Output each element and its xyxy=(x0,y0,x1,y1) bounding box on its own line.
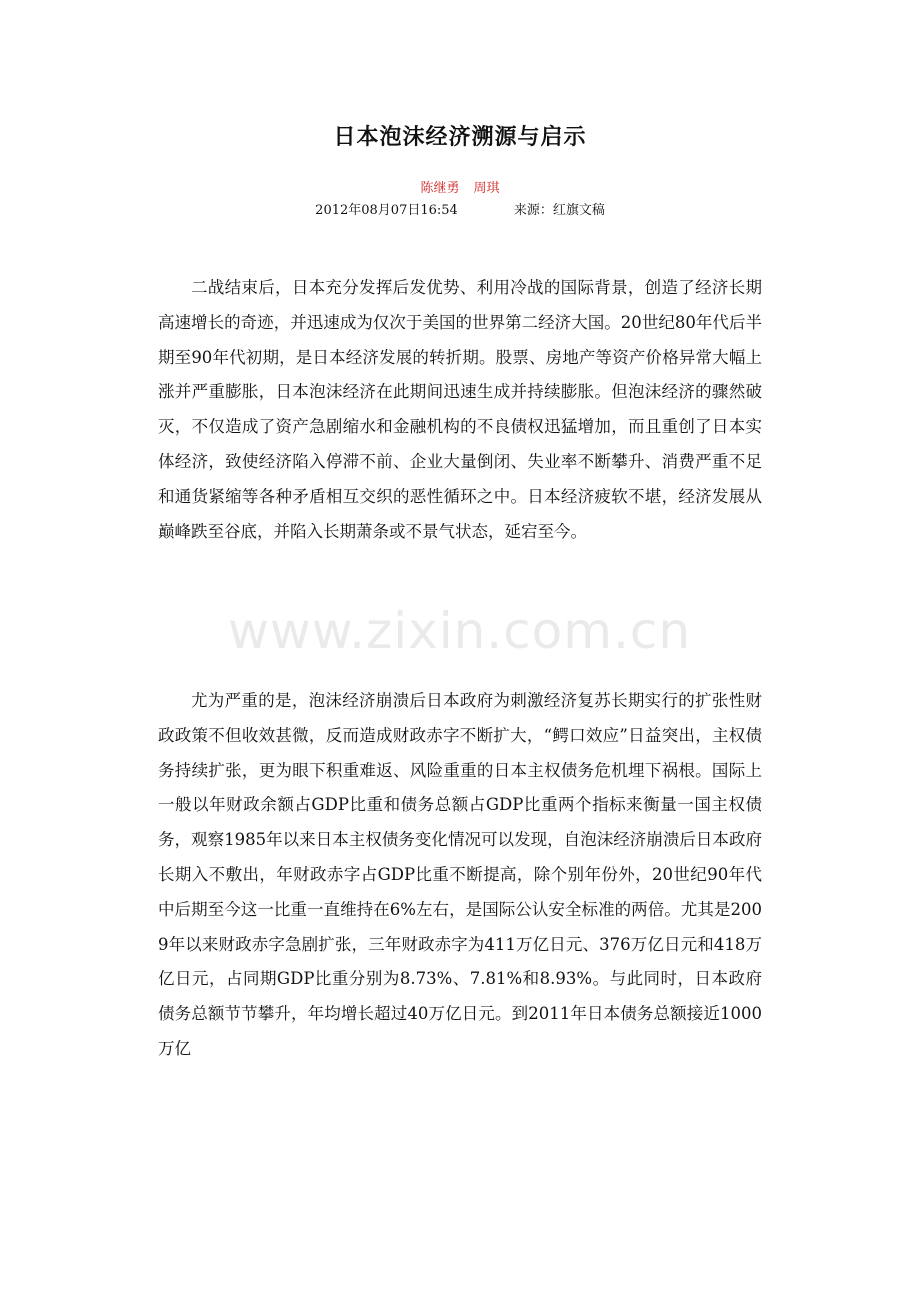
article-body-block xyxy=(158,684,762,1067)
article-paragraph: 二战结束后，日本充分发挥后发优势、利用冷战的国际背景，创造了经济长期高速增长的奇迹，并迅速成为仅次于美国的世界第二经济大国。20世纪80年代后半期至90年代初期，是日本经济发展的转折期。股票、房地产等资产价格异常大幅上涨并严重膨胀，日本泡沫经济在此期间迅速生成并持续膨胀。但泡沫经济的骤然破灭，不仅造成了资产急剧缩水和金融机构的不良债权迅猛增加，而且重创了日本实体经济，致使经济陷入停滞不前、企业大量倒闭、失业率不断攀升、消费严重不足和通货紧缩等各种矛盾相互交织的恶性循环之中。日本经济疲软不堪，经济发展从巅峰跌至谷底，并陷入长期萧条或不景气状态，延宕至今。 xyxy=(158,278,762,541)
author-name[interactable]: 周琪 xyxy=(473,181,500,196)
author-line xyxy=(0,177,920,196)
publish-meta xyxy=(0,199,920,218)
article-body-block xyxy=(158,271,762,549)
site-watermark: www.zixin.com.cn xyxy=(228,602,692,660)
publish-datetime: 2012年08月07日16:54 xyxy=(315,203,458,218)
article-title: 日本泡沫经济溯源与启示 xyxy=(333,125,587,150)
article-source: 来源：红旗文稿 xyxy=(513,203,605,218)
author-name[interactable]: 陈继勇 xyxy=(420,181,460,196)
article-paragraph: 尤为严重的是，泡沫经济崩溃后日本政府为刺激经济复苏长期实行的扩张性财政政策不但收效甚微，反而造成财政赤字不断扩大，“鳄口效应”日益突出，主权债务持续扩张，更为眼下积重难返、风险重重的日本主权债务危机埋下祸根。国际上一般以年财政余额占GDP比重和债务总额占GDP比重两个指标来衡量一国主权债务，观察1985年以来日本主权债务变化情况可以发现，自泡沫经济崩溃后日本政府长期入不敷出，年财政赤字占GDP比重不断提高，除个别年份外，20世纪90年代中后期至今这一比重一直维持在6%左右，是国际公认安全标准的两倍。尤其是2009年以来财政赤字急剧扩张，三年财政赤字为411万亿日元、376万亿日元和418万亿日元，占同期GDP比重分别为8.73%、7.81%和8.93%。与此同时，日本政府债务总额节节攀升，年均增长超过40万亿日元。到2011年日本债务总额接近1000万亿 xyxy=(158,691,762,1058)
